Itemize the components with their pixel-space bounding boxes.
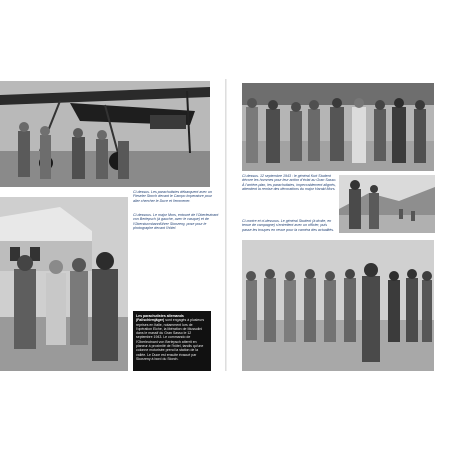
photo-ceremony — [242, 83, 434, 171]
caption-ceremony: Ci-dessus. 12 septembre 1943 : le général Kurt Student décore les hommes pour leur action d'éclat au Gran Sasso. À l'arrière-plan, les parachutistes, impeccablement alignés, attendent la remise des décorations du major Harald Mors. — [242, 174, 337, 191]
photo-group — [0, 197, 128, 371]
caption-review: Ci-contre et ci-dessous. Le général Student (à droite, en tenue de campagne) s'entretient avec un officier, puis passe les troupes en revue pour la caméra des actualités. — [242, 219, 335, 232]
caption-box-title: Les parachutistes allemands (Fallschirmjäger) — [136, 314, 184, 323]
caption-box-paratroopers — [133, 311, 211, 371]
caption-aircraft: Ci-dessus. Les parachutistes débarquent avec un Fieseler Storch devant le Campo Imperatore pour aller chercher le Duce et l'emmener. — [133, 190, 212, 203]
photo-troops — [242, 240, 434, 371]
photo-conversation — [339, 175, 435, 233]
left-page — [0, 79, 225, 371]
caption-group: Ci-dessous. Le major Mors, entouré de l'Oberleutnant von Berlepsch (à gauche, avec le casque) et de l'Obersturmbannführer Skorzeny, pose pour le photographe devant l'hôtel. — [133, 213, 219, 230]
photo-aircraft — [0, 81, 210, 187]
caption-box-text: sont engagés à plusieurs reprises en Italie, notamment lors de l'opération Eiche, la libération de Mussolini dans le massif du Gran Sasso le 12 septembre 1943. Le commando de l'Oberleutnant von Berlepsch atterrit en planeur à proximité de l'hôtel, tandis qu'une colonne motorisée prend la station de la vallée. Le Duce est ensuite évacué par Skorzeny à bord du Storch. — [136, 318, 205, 361]
right-page — [227, 79, 452, 371]
